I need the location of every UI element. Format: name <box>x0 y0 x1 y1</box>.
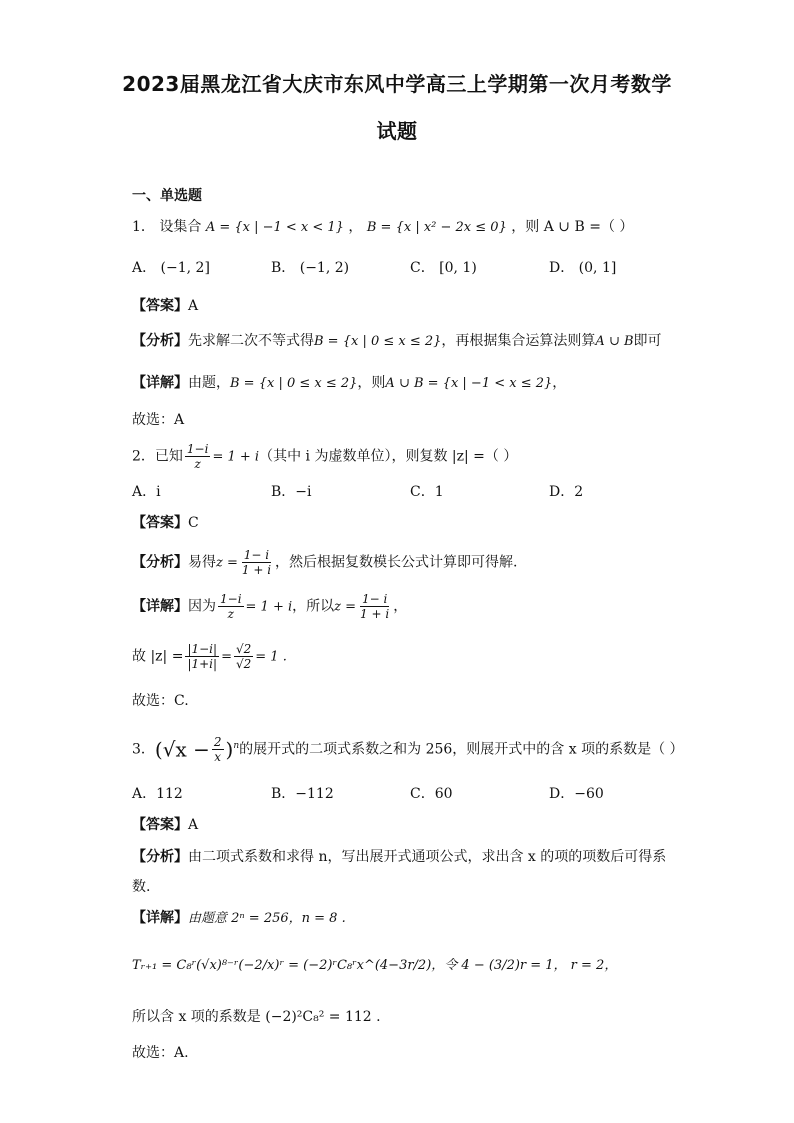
q2-prefix: 2．已知 <box>132 448 183 465</box>
q3-expr-pow: n <box>233 740 240 751</box>
q2-detail-eq: = 1 + i <box>245 599 293 615</box>
q2-analysis-text-b: ，然后根据复数模长公式计算即可得解. <box>275 554 518 571</box>
q1-detail <box>132 373 566 394</box>
q1-analysis-tag: 【分析】 <box>132 333 188 349</box>
q3-option-d: D．−60 <box>549 786 604 802</box>
q2-detail-tag: 【详解】 <box>132 598 188 615</box>
q3-result: 所以含 x 项的系数是 (−2)²C₈² = 112 . <box>132 1009 381 1025</box>
q2-analysis-z: z = <box>216 555 238 571</box>
q1-analysis <box>132 331 662 352</box>
q3-answer-value: A <box>188 817 199 833</box>
q2-detail <box>132 592 407 621</box>
q2-analysis <box>132 548 517 577</box>
q2-option-d: D．2 <box>549 484 584 500</box>
q3-expr-right: ) <box>225 737 234 762</box>
q3-option-b: B．−112 <box>271 786 334 802</box>
q2-option-a: A．i <box>132 484 161 500</box>
q1-detail-math2: A ∪ B = {x | −1 < x ≤ 2} <box>385 376 553 391</box>
q2-detail-num: 1−i <box>220 592 242 606</box>
q2-analysis-den: 1 + i <box>241 563 272 577</box>
q2-detail-den2: 1 + i <box>360 607 390 621</box>
q1-detail-math: B = {x | 0 ≤ x ≤ 2} <box>230 376 358 391</box>
q1-option-c: C． [0, 1) <box>410 260 477 276</box>
q3-analysis-text-a: 由二项式系数和求得 n，写出展开式通项公式，求出含 x 的项的项数后可得系 <box>188 849 667 865</box>
q1-detail-text-b: ，则 <box>357 375 386 391</box>
q1-detail-text-a: 由题， <box>188 375 230 391</box>
q3-expr-den: x <box>214 750 222 764</box>
q1-detail-tag: 【详解】 <box>132 375 188 391</box>
q2-answer-value: C <box>188 515 199 531</box>
q3-prefix: 3． <box>132 741 155 758</box>
q1-detail-text-c: ， <box>552 375 567 391</box>
q2-detail-fraction2 <box>358 592 391 621</box>
q1-prefix: 1． 设集合 <box>132 219 202 235</box>
q2-so-num2: √2 <box>235 642 252 656</box>
q1-option-b: B． (−1, 2) <box>271 260 350 276</box>
q1-choose: 故选：A <box>132 412 185 428</box>
q3-analysis <box>132 847 666 867</box>
q3-expr-fraction <box>212 735 224 764</box>
q2-detail-text-c: ， <box>393 598 408 615</box>
q1-mid: ， <box>348 219 363 235</box>
q3-analysis-tag: 【分析】 <box>132 849 188 865</box>
q1-stem <box>132 217 633 238</box>
q2-answer <box>132 513 199 533</box>
q2-so-fraction <box>185 642 219 671</box>
q3-analysis-cont: 数. <box>132 879 151 895</box>
q1-analysis-text-b: ，再根据集合运算法则算 <box>441 333 596 349</box>
doc-title-line2: 试题 <box>376 119 418 143</box>
q3-expr-left: (√x − <box>154 737 210 762</box>
q3-choose: 故选：A. <box>132 1045 189 1061</box>
q2-so-den2: √2 <box>235 657 252 671</box>
q1-setA: A = {x | −1 < x < 1} <box>205 220 344 235</box>
q3-detail-tag: 【详解】 <box>132 910 188 926</box>
q2-fraction <box>185 442 211 471</box>
q2-detail-z: z = <box>334 599 357 615</box>
q3-answer-tag: 【答案】 <box>132 817 188 833</box>
q3-detail <box>132 908 346 929</box>
q2-option-c: C．1 <box>410 484 444 500</box>
q1-analysis-text-a: 先求解二次不等式得 <box>188 333 314 349</box>
q1-option-d: D． (0, 1] <box>549 260 617 276</box>
q2-answer-tag: 【答案】 <box>132 515 188 531</box>
q3-expr-num: 2 <box>213 735 222 749</box>
q2-detail-den: z <box>227 607 234 621</box>
q2-option-b: B．−i <box>271 484 312 500</box>
q2-so-text-a: 故 |z| = <box>132 648 184 665</box>
q2-detail-text-a: 因为 <box>188 598 216 615</box>
q2-so-den: |1+i| <box>187 657 218 671</box>
q2-analysis-fraction <box>240 548 273 577</box>
q2-suffix: （其中 i 为虚数单位），则复数 |z| =（ ） <box>259 448 518 465</box>
q2-frac-den: z <box>194 457 201 471</box>
q2-so-text-b: = 1 . <box>255 649 287 665</box>
q1-analysis-math: B = {x | 0 ≤ x ≤ 2} <box>314 334 442 349</box>
q3-option-c: C．60 <box>410 786 453 802</box>
q3-suffix: 的展开式的二项式系数之和为 256，则展开式中的含 x 项的系数是（ ） <box>239 741 684 758</box>
q3-detail-text-a: 由题意 2ⁿ = 256，n = 8 . <box>188 911 346 926</box>
q1-answer-value: A <box>188 298 199 314</box>
q2-choose: 故选：C. <box>132 693 189 709</box>
section-heading: 一、单选题 <box>132 188 202 204</box>
q2-detail-text-b: ，所以 <box>292 598 335 615</box>
q2-analysis-text-a: 易得 <box>188 554 216 571</box>
q2-so-eq: = <box>221 649 232 665</box>
q1-option-a: A． (−1, 2] <box>132 260 210 276</box>
q2-detail-fraction <box>218 592 244 621</box>
q3-option-a: A．112 <box>132 786 183 802</box>
q3-answer <box>132 815 198 835</box>
q1-analysis-math2: A ∪ B <box>595 334 634 349</box>
q1-suffix: ，则 A ∪ B =（ ） <box>511 219 634 235</box>
q1-analysis-text-c: 即可 <box>633 333 662 349</box>
q2-so-fraction2 <box>234 642 253 671</box>
q2-stem <box>132 442 517 471</box>
q2-eq: = 1 + i <box>212 449 260 465</box>
q1-answer <box>132 296 198 316</box>
q1-answer-tag: 【答案】 <box>132 298 188 314</box>
q2-analysis-num: 1− i <box>243 548 270 562</box>
q1-setB: B = {x | x² − 2x ≤ 0} <box>366 220 507 235</box>
q2-so-num: |1−i| <box>187 642 218 656</box>
doc-title-line1: 2023届黑龙江省大庆市东风中学高三上学期第一次月考数学 <box>122 72 672 96</box>
q3-stem <box>132 735 684 764</box>
q2-conclusion <box>132 642 287 671</box>
q2-detail-num2: 1− i <box>361 592 388 606</box>
q2-frac-num: 1−i <box>186 442 209 456</box>
q2-analysis-tag: 【分析】 <box>132 554 188 571</box>
q3-formula: Tᵣ₊₁ = C₈ʳ(√x)⁸⁻ʳ(−2/x)ʳ = (−2)ʳC₈ʳx^(4−3r/2)，令 4 − (3/2)r = 1， r = 2， <box>132 958 618 973</box>
